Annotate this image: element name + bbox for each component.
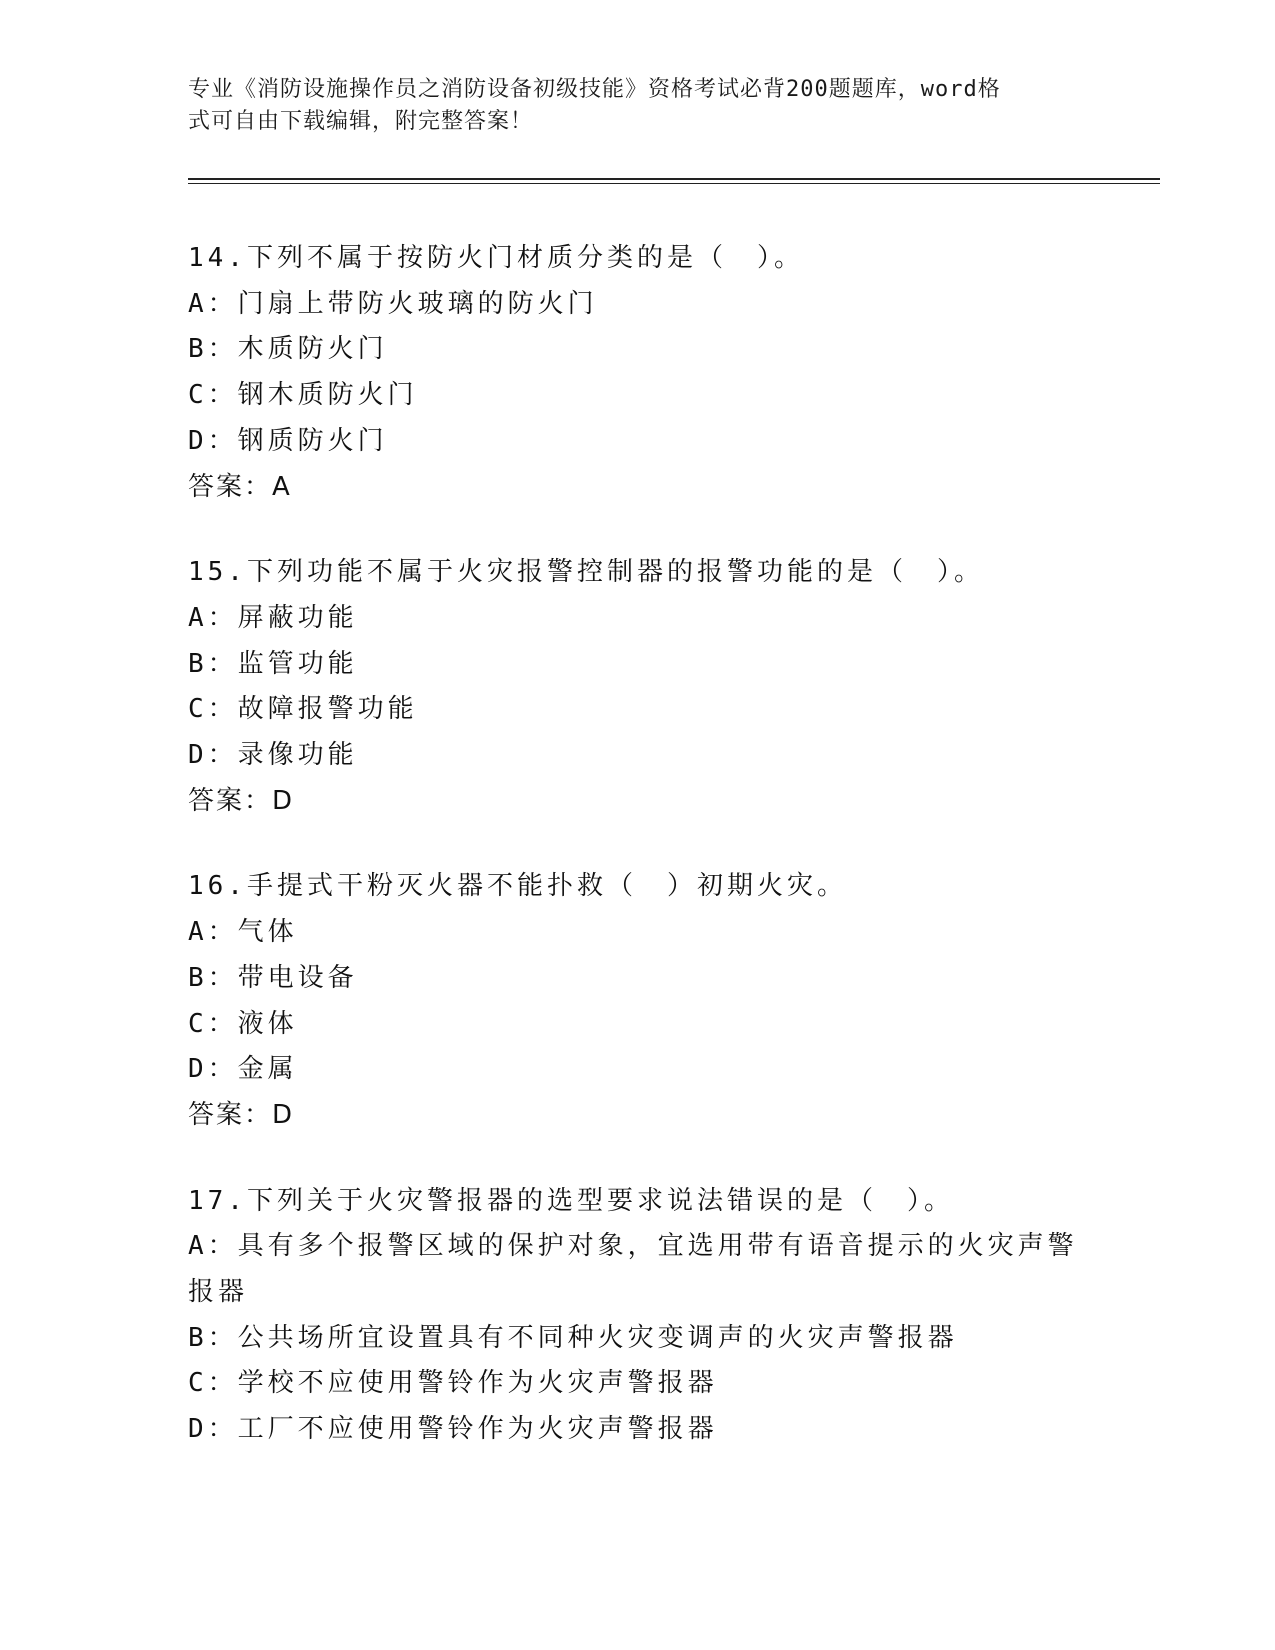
option-b: B：带电设备 xyxy=(188,962,358,993)
option-c: C：钢木质防火门 xyxy=(188,380,418,411)
question-14 xyxy=(188,236,1088,510)
question-16 xyxy=(188,864,1088,1138)
answer-line: 答案：D xyxy=(188,785,295,816)
option-d: D：录像功能 xyxy=(188,740,358,771)
option-a: A：具有多个报警区域的保护对象，宜选用带有语音提示的火灾声警报器 xyxy=(188,1231,1078,1308)
option-c: C：故障报警功能 xyxy=(188,694,418,725)
header-line-1: 专业《消防设施操作员之消防设备初级技能》资格考试必背200题题库，word格 xyxy=(188,77,1001,102)
header-rule-thin xyxy=(188,183,1160,184)
option-c: C：学校不应使用警铃作为火灾声警报器 xyxy=(188,1368,718,1399)
question-stem: 15.下列功能不属于火灾报警控制器的报警功能的是（ ）。 xyxy=(188,557,984,588)
answer-line: 答案：D xyxy=(188,1099,295,1130)
document-header xyxy=(188,74,1068,138)
header-line-2: 式可自由下载编辑，附完整答案！ xyxy=(188,109,534,134)
question-15 xyxy=(188,550,1088,824)
option-d: D：工厂不应使用警铃作为火灾声警报器 xyxy=(188,1414,718,1445)
option-b: B：监管功能 xyxy=(188,648,358,679)
question-stem: 16.手提式干粉灭火器不能扑救（ ）初期火灾。 xyxy=(188,871,847,902)
option-d: D：钢质防火门 xyxy=(188,425,388,456)
option-b: B：木质防火门 xyxy=(188,334,388,365)
question-list xyxy=(188,236,1088,1493)
question-stem: 14.下列不属于按防火门材质分类的是（ ）。 xyxy=(188,243,804,273)
option-a: A：气体 xyxy=(188,917,298,948)
question-17 xyxy=(188,1179,1088,1453)
option-d: D：金属 xyxy=(188,1054,298,1085)
option-a: A：屏蔽功能 xyxy=(188,602,358,633)
header-rule-thick xyxy=(188,178,1160,180)
option-b: B：公共场所宜设置具有不同种火灾变调声的火灾声警报器 xyxy=(188,1322,958,1353)
option-a: A：门扇上带防火玻璃的防火门 xyxy=(188,288,598,319)
option-c: C：液体 xyxy=(188,1008,298,1039)
answer-line: 答案：A xyxy=(188,471,292,502)
question-stem: 17.下列关于火灾警报器的选型要求说法错误的是（ ）。 xyxy=(188,1185,954,1216)
